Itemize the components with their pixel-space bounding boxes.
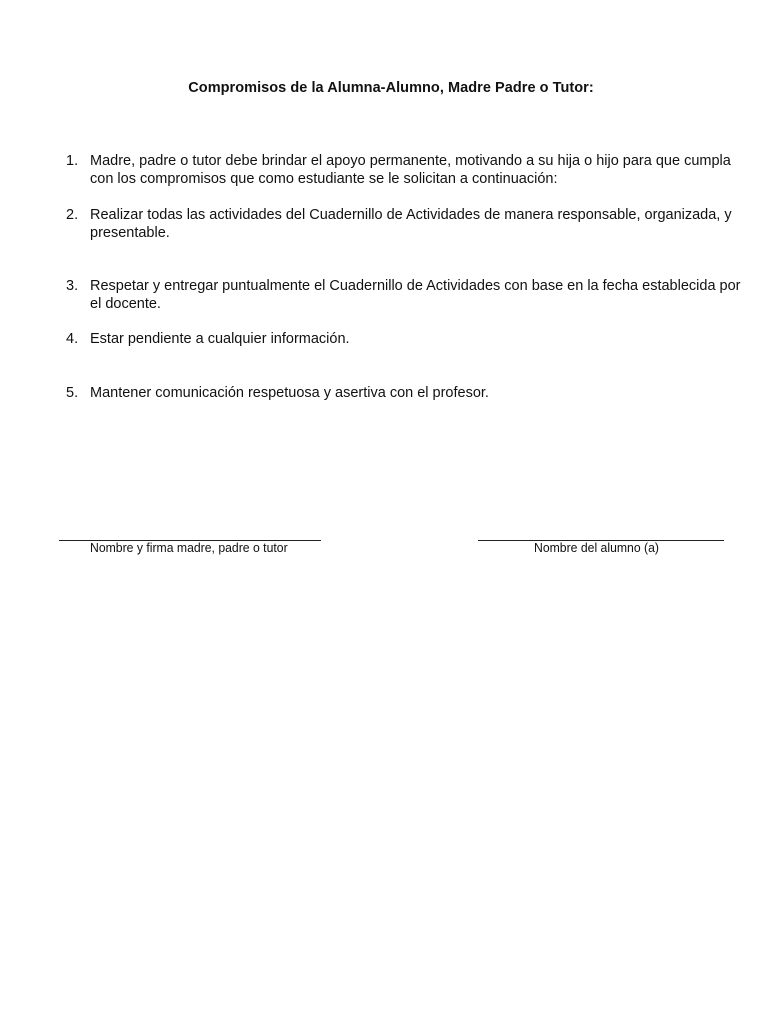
item-number: 2. xyxy=(66,207,79,223)
item-number: 5. xyxy=(66,385,79,401)
parent-signature-label: Nombre y firma madre, padre o tutor xyxy=(90,540,288,555)
item-number: 1. xyxy=(66,153,79,169)
commitment-item-2 xyxy=(66,206,742,242)
commitment-item-4 xyxy=(66,330,742,348)
item-text: Mantener comunicación respetuosa y asertiva con el profesor. xyxy=(90,385,489,401)
item-text: Realizar todas las actividades del Cuadernillo de Actividades de manera responsable, organizada, y presentable. xyxy=(90,207,732,241)
student-signature-label: Nombre del alumno (a) xyxy=(534,540,659,555)
commitment-item-3 xyxy=(66,277,742,313)
item-number: 4. xyxy=(66,331,79,347)
item-text: Estar pendiente a cualquier información. xyxy=(90,331,350,347)
commitment-item-1 xyxy=(66,152,742,188)
item-number: 3. xyxy=(66,278,79,294)
document-title: Compromisos de la Alumna-Alumno, Madre Padre o Tutor: xyxy=(188,80,594,96)
item-text: Respetar y entregar puntualmente el Cuadernillo de Actividades con base en la fecha establecida por el docente. xyxy=(90,278,741,312)
commitment-item-5 xyxy=(66,384,742,402)
item-text: Madre, padre o tutor debe brindar el apoyo permanente, motivando a su hija o hijo para que cumpla con los compromisos que como estudiante se le solicitan a continuación: xyxy=(90,153,731,187)
